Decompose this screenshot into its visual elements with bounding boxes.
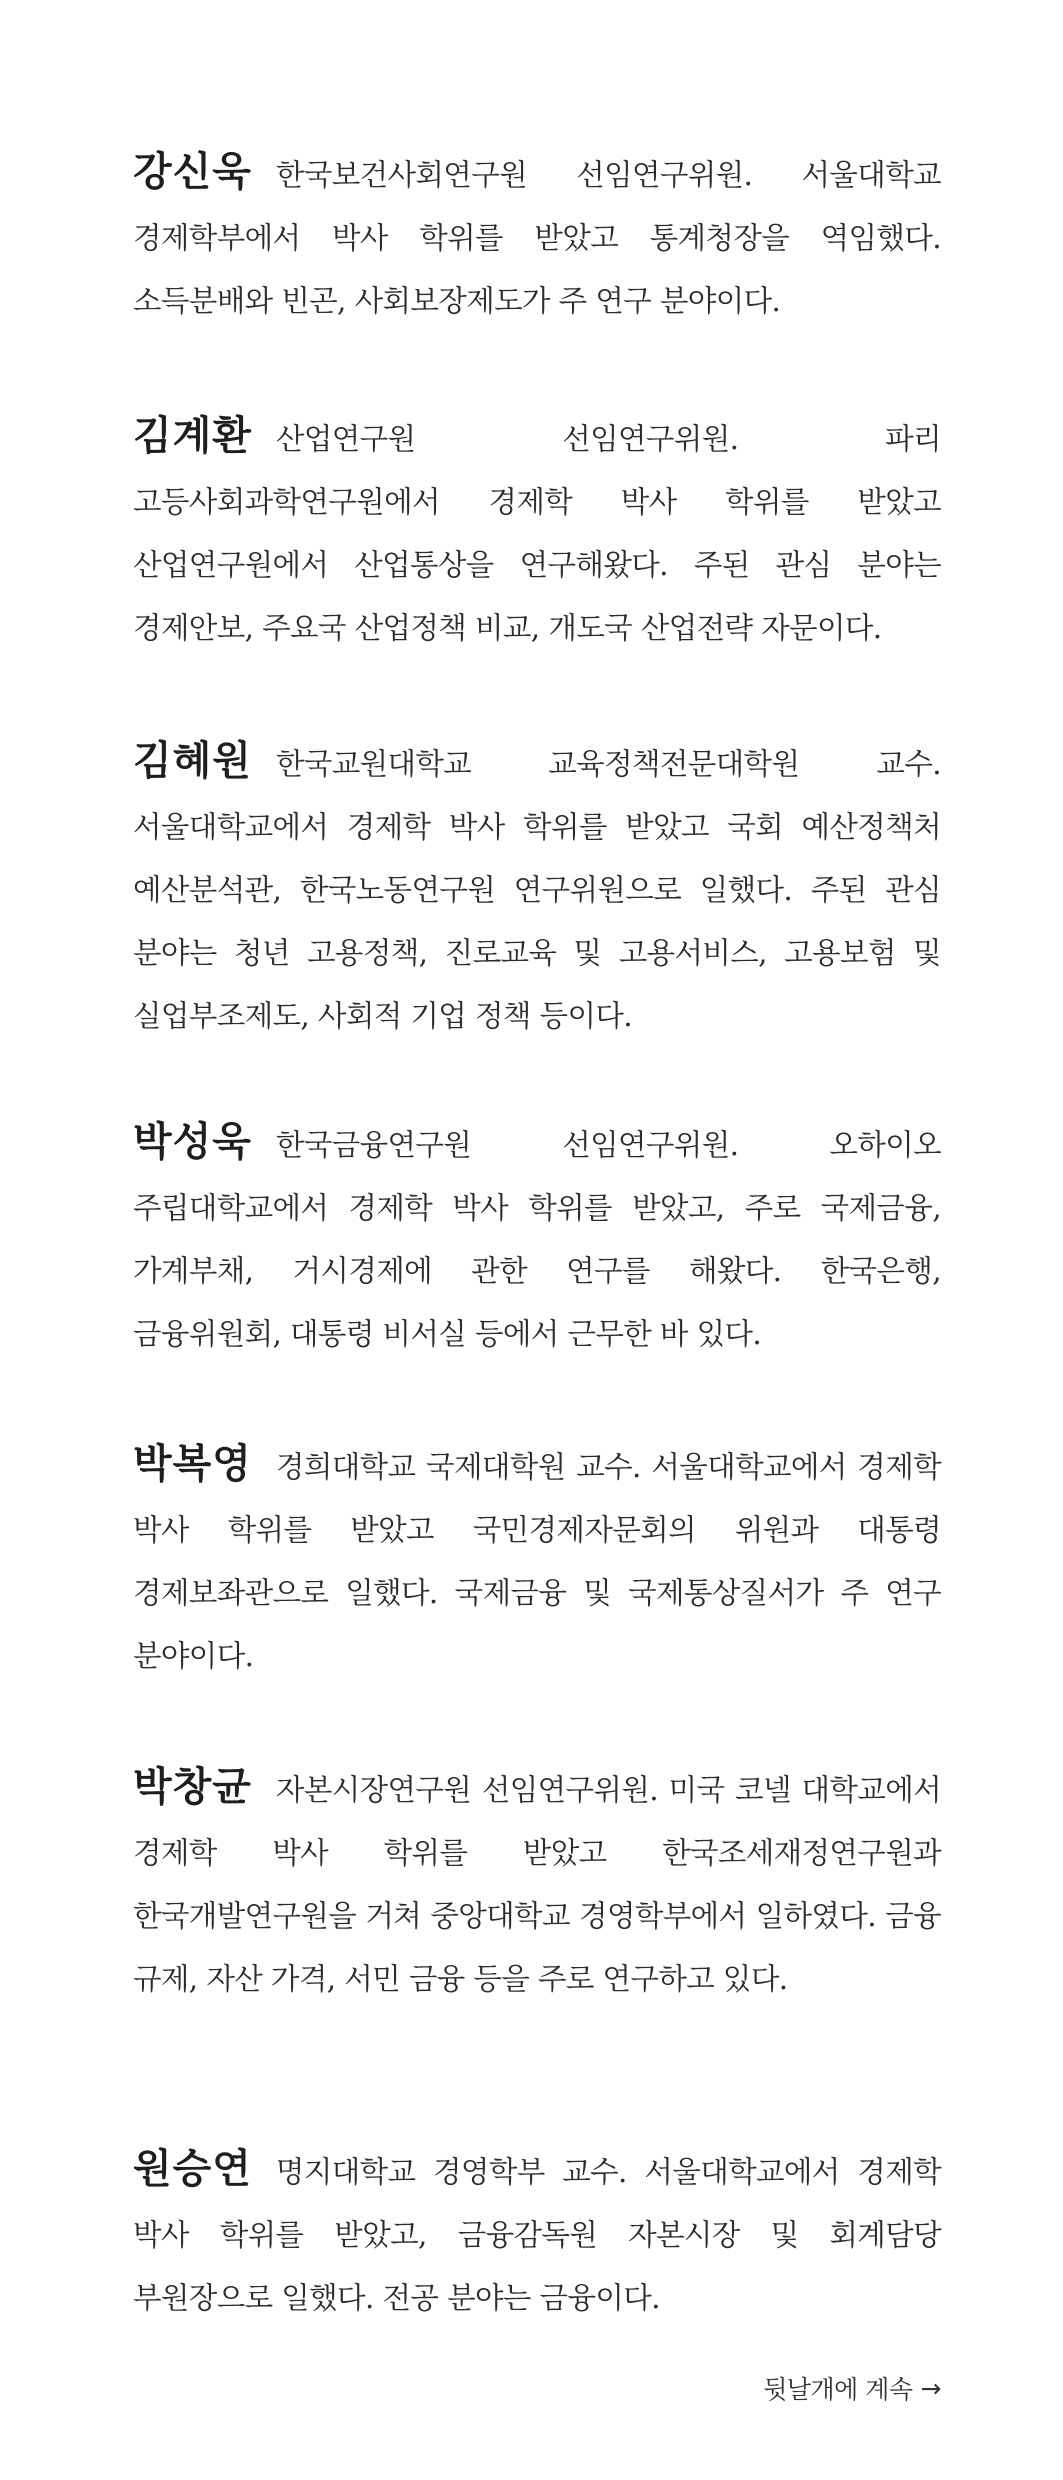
author-description: 한국교원대학교 교육정책전문대학원 교수. 서울대학교에서 경제학 박사 학위를 받았고 국회 예산정책처 예산분석관, 한국노동연구원 연구위원으로 일했다. 주된 관심 분야는 청년 고용정책, 진로교육 및 고용서비스, 고용보험 및 실업부조제도, 사회적 기업 정책 등이다. — [133, 747, 941, 1033]
bio-entry — [133, 1755, 941, 2011]
bio-entry — [133, 1432, 941, 1688]
continue-label: 뒷날개에 계속 — [763, 2375, 913, 2404]
author-description: 자본시장연구원 선임연구위원. 미국 코넬 대학교에서 경제학 박사 학위를 받았고 한국조세재정연구원과 한국개발연구원을 거쳐 중앙대학교 경영학부에서 일하였다. 금융 규제, 자산 가격, 서민 금융 등을 주로 연구하고 있다. — [133, 1773, 941, 1996]
bio-entry — [133, 729, 941, 1048]
continued-on-back-flap-note — [763, 2370, 941, 2406]
author-description: 명지대학교 경영학부 교수. 서울대학교에서 경제학 박사 학위를 받았고, 금융감독원 자본시장 및 회계담당 부원장으로 일했다. 전공 분야는 금융이다. — [133, 2155, 941, 2315]
author-name: 김계환 — [133, 412, 252, 459]
author-name: 강신욱 — [133, 148, 252, 195]
arrow-right-icon: → — [920, 2373, 941, 2403]
author-description: 한국보건사회연구원 선임연구위원. 서울대학교 경제학부에서 박사 학위를 받았고 통계청장을 역임했다. 소득분배와 빈곤, 사회보장제도가 주 연구 분야이다. — [133, 158, 941, 318]
author-description: 산업연구원 선임연구위원. 파리 고등사회과학연구원에서 경제학 박사 학위를 받았고 산업연구원에서 산업통상을 연구해왔다. 주된 관심 분야는 경제안보, 주요국 산업정책 비교, 개도국 산업전략 자문이다. — [133, 422, 941, 645]
bio-entry — [133, 1110, 941, 1366]
author-name: 박창균 — [133, 1763, 252, 1810]
author-name: 박복영 — [133, 1440, 252, 1487]
author-name: 김혜원 — [133, 737, 252, 784]
bio-entry — [133, 404, 941, 660]
author-name: 원승연 — [133, 2145, 252, 2192]
author-description: 경희대학교 국제대학원 교수. 서울대학교에서 경제학 박사 학위를 받았고 국민경제자문회의 위원과 대통령 경제보좌관으로 일했다. 국제금융 및 국제통상질서가 주 연구 분야이다. — [133, 1450, 941, 1673]
bio-entry — [133, 140, 941, 333]
bio-entry — [133, 2137, 941, 2330]
author-description: 한국금융연구원 선임연구위원. 오하이오 주립대학교에서 경제학 박사 학위를 받았고, 주로 국제금융, 가계부채, 거시경제에 관한 연구를 해왔다. 한국은행, 금융위원회, 대통령 비서실 등에서 근무한 바 있다. — [133, 1128, 941, 1351]
author-name: 박성욱 — [133, 1118, 252, 1165]
